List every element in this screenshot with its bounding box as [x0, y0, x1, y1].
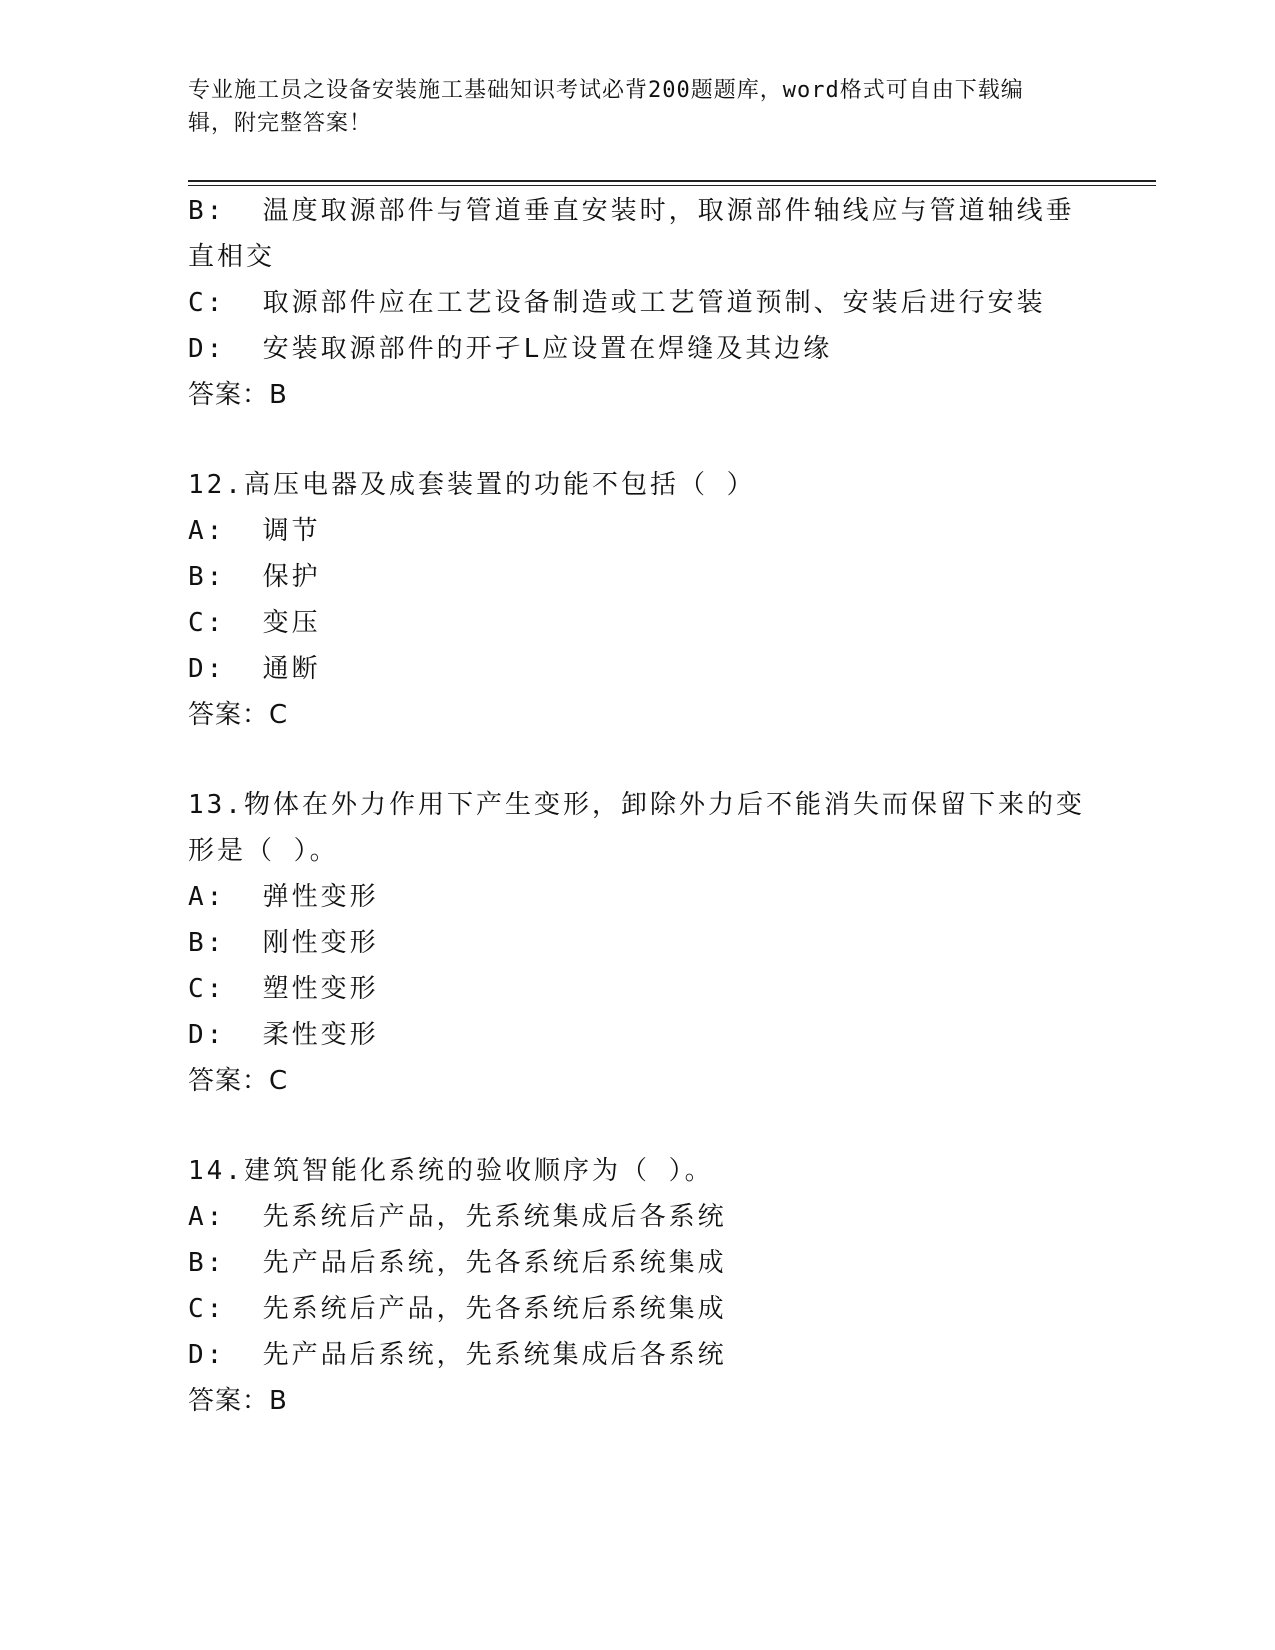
question-block-12 [188, 462, 1088, 738]
option-d: D: 通断 [188, 654, 321, 684]
header-divider [188, 180, 1156, 186]
spacer [188, 418, 1088, 462]
answer-line: 答案：B [188, 380, 288, 410]
option-c: C: 塑性变形 [188, 974, 379, 1004]
spacer [188, 738, 1088, 782]
document-header: 专业施工员之设备安装施工基础知识考试必背200题题库，word格式可自由下载编辑，附完整答案！ [188, 78, 1024, 136]
option-b: B: 刚性变形 [188, 928, 379, 958]
option-b: B: 保护 [188, 562, 321, 592]
answer-line: 答案：B [188, 1386, 288, 1416]
option-c: C: 变压 [188, 608, 321, 638]
question-stem: 13.物体在外力作用下产生变形，卸除外力后不能消失而保留下来的变形是（ ）。 [188, 790, 1085, 866]
question-stem: 12.高压电器及成套装置的功能不包括（ ） [188, 470, 756, 500]
option-a: A: 弹性变形 [188, 882, 379, 912]
spacer [188, 1104, 1088, 1148]
question-stem: 14.建筑智能化系统的验收顺序为（ ）。 [188, 1156, 714, 1186]
option-c: C: 取源部件应在工艺设备制造或工艺管道预制、安装后进行安装 [188, 288, 1046, 318]
answer-line: 答案：C [188, 1066, 289, 1096]
option-c: C: 先系统后产品，先各系统后系统集成 [188, 1294, 727, 1324]
option-d: D: 柔性变形 [188, 1020, 379, 1050]
question-block-13 [188, 782, 1088, 1104]
question-block-11 [188, 188, 1088, 418]
option-d: D: 先产品后系统，先系统集成后各系统 [188, 1340, 727, 1370]
option-d: D: 安装取源部件的开孑L应设置在焊缝及其边缘 [188, 334, 833, 364]
option-a: A: 调节 [188, 516, 321, 546]
question-list [188, 188, 1088, 1424]
answer-line: 答案：C [188, 700, 289, 730]
option-b: B: 温度取源部件与管道垂直安装时，取源部件轴线应与管道轴线垂直相交 [188, 196, 1075, 272]
question-block-14 [188, 1148, 1088, 1424]
option-a: A: 先系统后产品，先系统集成后各系统 [188, 1202, 727, 1232]
option-b: B: 先产品后系统，先各系统后系统集成 [188, 1248, 727, 1278]
